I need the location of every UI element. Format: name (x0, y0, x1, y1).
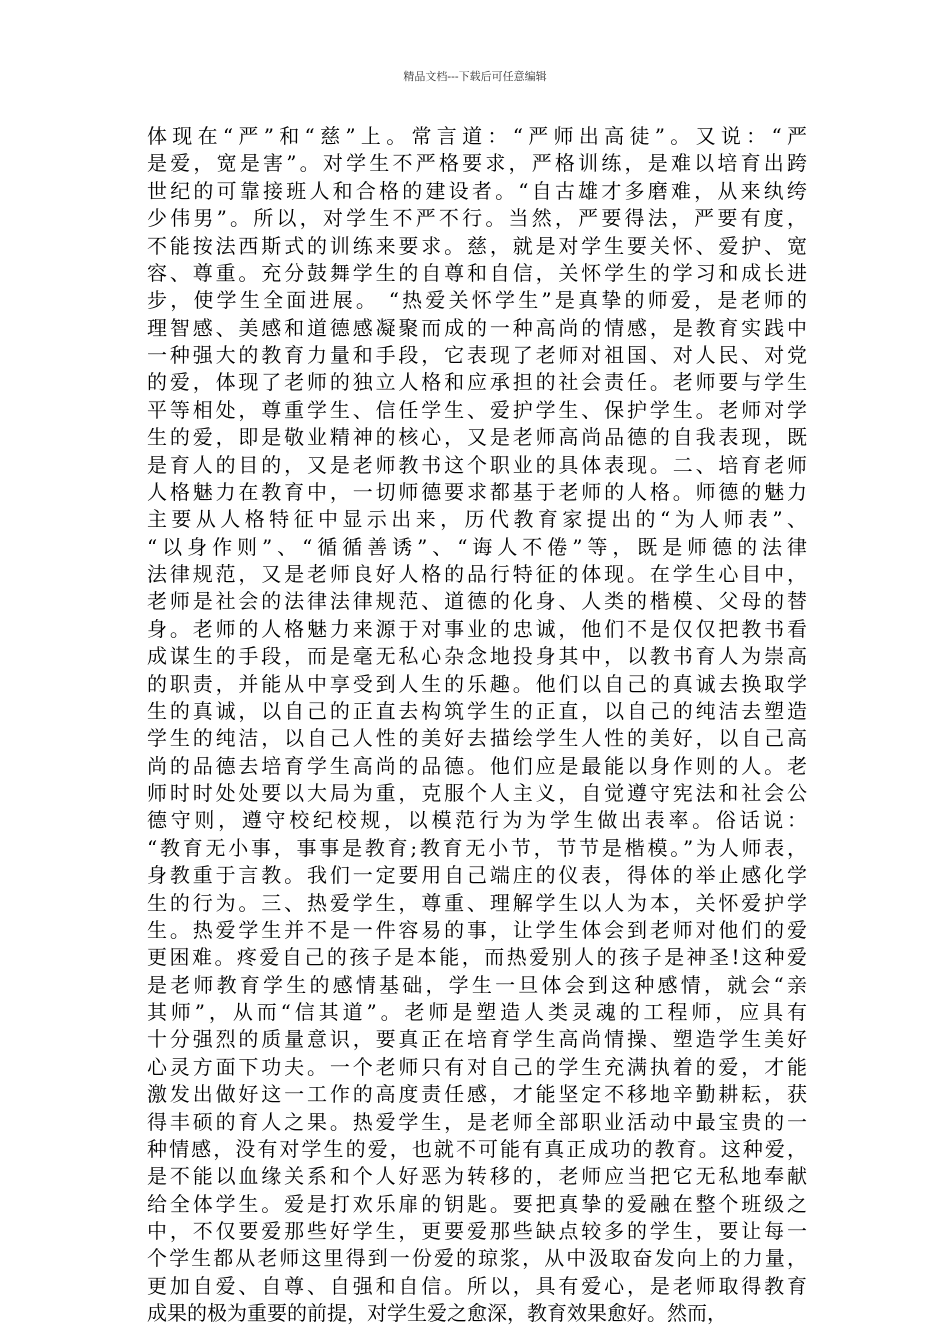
body-line: 种情感，没有对学生的爱，也就不可能有真正成功的教育。这种爱， (147, 1136, 807, 1161)
body-line: 步，使学生全面进展。 “热爱关怀学生”是真挚的师爱，是老师的 (147, 288, 807, 313)
body-line: 理智感、美感和道德感凝聚而成的一种高尚的情感，是教育实践中 (147, 315, 807, 340)
body-line: 是育人的目的，又是老师教书这个职业的具体表现。二、培育老师 (147, 452, 807, 477)
body-line: 是爱，宽是害”。对学生不严格要求，严格训练，是难以培育出跨 (147, 151, 807, 176)
body-text (147, 123, 807, 1328)
body-line: 生的爱，即是敬业精神的核心，又是老师高尚品德的自我表现，既 (147, 425, 807, 450)
body-line: 身。老师的人格魅力来源于对事业的忠诚，他们不是仅仅把教书看 (147, 616, 807, 641)
body-line: 生。热爱学生并不是一件容易的事，让学生体会到老师对他们的爱 (147, 917, 807, 942)
body-line: 成谋生的手段，而是毫无私心杂念地投身其中，以教书育人为崇高 (147, 644, 807, 669)
body-line: 尚的品德去培育学生高尚的品德。他们应是最能以身作则的人。老 (147, 753, 807, 778)
body-line: 个学生都从老师这里得到一份爱的琼浆，从中汲取奋发向上的力量， (147, 1246, 807, 1271)
page-header: 精品文档---下载后可任意编辑 (403, 70, 547, 83)
body-line: 激发出做好这一工作的高度责任感，才能坚定不移地辛勤耕耘，获 (147, 1082, 807, 1107)
body-line: 是老师教育学生的感情基础，学生一旦体会到这种感情，就会“亲 (147, 972, 807, 997)
body-line: 更困难。疼爱自己的孩子是本能，而热爱别人的孩子是神圣!这种爱 (147, 945, 807, 970)
body-line: 是不能以血缘关系和个人好恶为转移的，老师应当把它无私地奉献 (147, 1164, 807, 1189)
body-line: 学生的纯洁，以自己人性的美好去描绘学生人性的美好，以自己高 (147, 726, 807, 751)
body-line: 老师是社会的法律法律规范、道德的化身、人类的楷模、父母的替 (147, 589, 807, 614)
body-line: 生的行为。三、热爱学生，尊重、理解学生以人为本，关怀爱护学 (147, 890, 807, 915)
body-line: 容、尊重。充分鼓舞学生的自尊和自信，关怀学生的学习和成长进 (147, 260, 807, 285)
body-line: 人格魅力在教育中，一切师德要求都基于老师的人格。师德的魅力 (147, 479, 807, 504)
body-line: 不能按法西斯式的训练来要求。慈，就是对学生要关怀、爱护、宽 (147, 233, 807, 258)
body-line: 师时时处处要以大局为重，克服个人主义，自觉遵守宪法和社会公 (147, 781, 807, 805)
body-line: 生的真诚，以自己的正直去构筑学生的正直，以自己的纯洁去塑造 (147, 698, 807, 723)
body-line: “教育无小事，事事是教育;教育无小节，节节是楷模。”为人师表， (147, 835, 807, 860)
body-line: 平等相处，尊重学生、信任学生、爱护学生、保护学生。老师对学 (147, 397, 807, 422)
body-line: 一种强大的教育力量和手段，它表现了老师对祖国、对人民、对党 (147, 343, 807, 367)
body-line: 身教重于言教。我们一定要用自己端庄的仪表，得体的举止感化学 (147, 863, 807, 888)
body-line: “以身作则”、“循循善诱”、“诲人不倦”等，既是师德的法律 (147, 534, 807, 559)
body-line: 十分强烈的质量意识，要真正在培育学生高尚情操、塑造学生美好 (147, 1027, 807, 1052)
body-line: 中，不仅要爱那些好学生，更要爱那些缺点较多的学生，要让每一 (147, 1219, 807, 1243)
body-line: 成果的极为重要的前提，对学生爱之愈深，教育效果愈好。然而， (147, 1301, 727, 1326)
body-line: 的爱，体现了老师的独立人格和应承担的社会责任。老师要与学生 (147, 370, 807, 395)
body-line: 德守则，遵守校纪校规，以模范行为为学生做出表率。俗话说： (147, 808, 807, 833)
body-line: 得丰硕的育人之果。热爱学生，是老师全部职业活动中最宝贵的一 (147, 1109, 807, 1134)
body-line: 少伟男”。所以，对学生不严不行。当然，严要得法，严要有度， (147, 206, 807, 231)
body-line: 世纪的可靠接班人和合格的建设者。“自古雄才多磨难，从来纨绔 (147, 178, 807, 203)
body-line: 主要从人格特征中显示出来，历代教育家提出的“为人师表”、 (147, 507, 807, 532)
body-line: 给全体学生。爱是打欢乐扉的钥匙。要把真挚的爱融在整个班级之 (147, 1191, 807, 1216)
body-line: 法律规范，又是老师良好人格的品行特征的体现。在学生心目中， (147, 562, 807, 586)
body-line: 体现在“严”和“慈”上。常言道：“严师出高徒”。又说：“严 (147, 124, 807, 148)
body-line: 更加自爱、自尊、自强和自信。所以，具有爱心，是老师取得教育 (147, 1273, 807, 1298)
body-line: 心灵方面下功夫。一个老师只有对自己的学生充满执着的爱，才能 (147, 1054, 807, 1079)
body-line: 其师”，从而“信其道”。老师是塑造人类灵魂的工程师，应具有 (147, 1000, 807, 1024)
body-line: 的职责，并能从中享受到人生的乐趣。他们以自己的真诚去换取学 (147, 671, 807, 696)
